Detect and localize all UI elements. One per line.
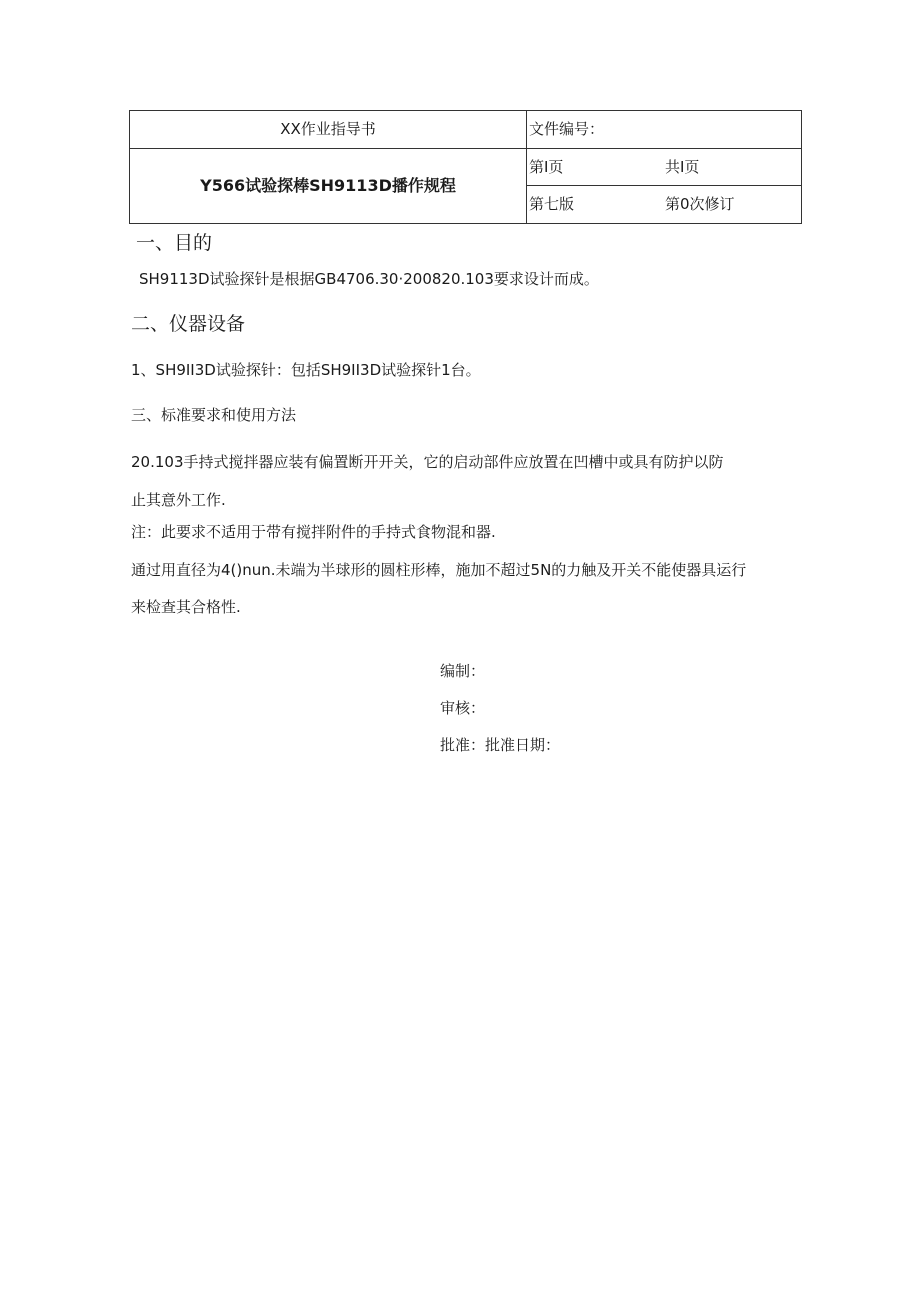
section-3-paragraph-1-line-2: 止其意外工作.: [131, 491, 226, 509]
section-1-heading: 一、目的: [136, 232, 213, 254]
section-1-body: SH9113D试验探针是根据GB4706.30·200820.103要求设计而成。: [139, 270, 599, 288]
edition: 第七版: [529, 195, 575, 213]
section-2-item-1: 1、SH9II3D试验探针：包括SH9II3D试验探针1台。: [131, 361, 481, 379]
page-number: 第I页: [529, 157, 564, 176]
section-3-paragraph-2-line-1: 通过用直径为4()nun.未端为半球形的圆柱形棒，施加不超过5N的力触及开关不能使器具运行: [131, 561, 747, 579]
edition-cell: [527, 186, 802, 224]
section-3-paragraph-2-line-2: 来检查其合格性.: [131, 598, 241, 616]
editor-label: 编制：: [440, 662, 486, 680]
page-info-cell: [527, 149, 802, 186]
doc-type: XX作业指导书: [130, 111, 527, 149]
reviewer-label: 审核：: [440, 699, 486, 717]
approver-label: 批准：批准日期：: [440, 736, 561, 754]
revision: 第0次修订: [665, 195, 735, 213]
file-number-label: 文件编号：: [527, 111, 802, 149]
section-3-paragraph-1-line-1: 20.103手持式搅拌器应装有偏置断开开关，它的启动部件应放置在凹槽中或具有防护以防: [131, 453, 724, 471]
section-3-note: 注：此要求不适用于带有搅拌附件的手持式食物混和器.: [131, 523, 496, 541]
header-table: [129, 110, 802, 224]
section-3-heading: 三、标准要求和使用方法: [131, 406, 297, 424]
document-title: Y566试验探棒SH9113D播作规程: [130, 149, 527, 224]
total-pages: 共I页: [665, 157, 700, 176]
section-2-heading: 二、仪器设备: [131, 313, 246, 335]
